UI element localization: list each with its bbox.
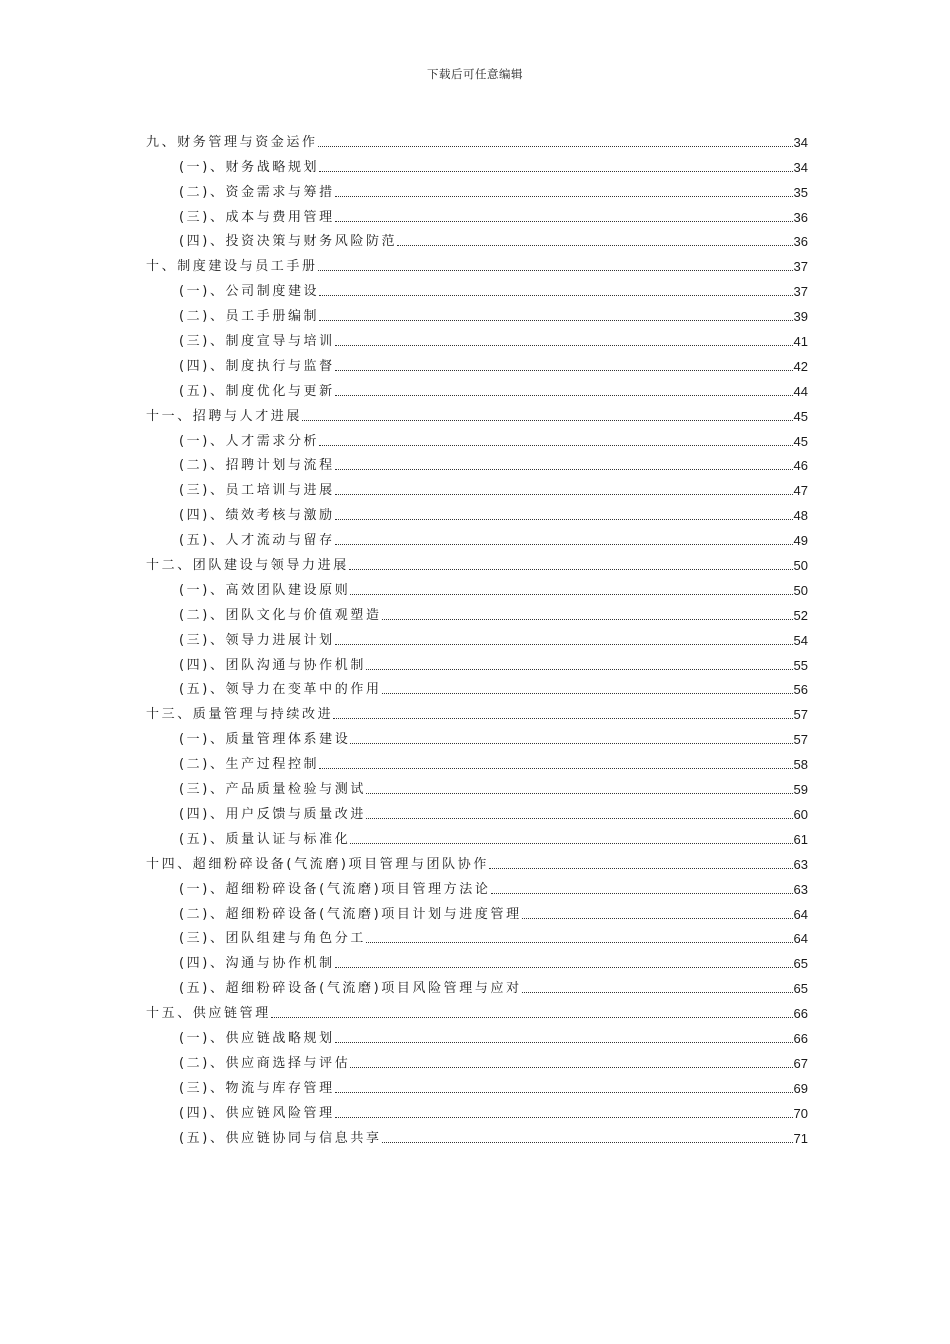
dot-leader bbox=[366, 942, 793, 943]
toc-entry-title: 十五、供应链管理 bbox=[146, 1006, 271, 1022]
toc-entry-title: (一)、人才需求分析 bbox=[179, 433, 320, 449]
dot-leader bbox=[349, 569, 793, 570]
toc-entry-title: (二)、团队文化与价值观塑造 bbox=[179, 607, 382, 623]
toc-entry-page-number: 56 bbox=[793, 682, 808, 698]
toc-entry-page-number: 66 bbox=[793, 1006, 808, 1022]
toc-section-entry[interactable] bbox=[146, 624, 808, 649]
toc-entry-title: (四)、沟通与协作机制 bbox=[179, 956, 335, 972]
dot-leader bbox=[335, 469, 793, 470]
dot-leader bbox=[319, 320, 792, 321]
dot-leader bbox=[335, 1117, 793, 1118]
toc-entry-page-number: 54 bbox=[793, 632, 808, 648]
dot-leader bbox=[335, 1042, 793, 1043]
toc-entry-title: (二)、生产过程控制 bbox=[179, 757, 320, 773]
toc-entry-page-number: 58 bbox=[793, 757, 808, 773]
toc-entry-title: (二)、资金需求与筹措 bbox=[179, 184, 335, 200]
toc-entry-title: (四)、用户反馈与质量改进 bbox=[179, 806, 366, 822]
toc-entry-title: (五)、人才流动与留存 bbox=[179, 533, 335, 549]
toc-entry-page-number: 35 bbox=[793, 184, 808, 200]
toc-section-entry[interactable] bbox=[146, 1072, 808, 1097]
dot-leader bbox=[335, 644, 793, 645]
toc-entry-page-number: 50 bbox=[793, 558, 808, 574]
dot-leader bbox=[382, 619, 793, 620]
toc-entry-title: 十三、质量管理与持续改进 bbox=[146, 707, 334, 723]
dot-leader bbox=[335, 494, 793, 495]
toc-entry-page-number: 63 bbox=[793, 856, 808, 872]
toc-entry-page-number: 42 bbox=[793, 358, 808, 374]
dot-leader bbox=[335, 345, 793, 346]
toc-section-entry[interactable] bbox=[146, 450, 808, 475]
toc-entry-page-number: 63 bbox=[793, 881, 808, 897]
dot-leader bbox=[318, 146, 793, 147]
dot-leader bbox=[489, 868, 793, 869]
toc-entry-page-number: 37 bbox=[793, 284, 808, 300]
dot-leader bbox=[335, 544, 793, 545]
toc-section-entry[interactable] bbox=[146, 300, 808, 325]
toc-entry-page-number: 37 bbox=[793, 259, 808, 275]
toc-entry-title: 十、制度建设与员工手册 bbox=[146, 259, 318, 275]
toc-entry-page-number: 34 bbox=[793, 159, 808, 175]
toc-entry-page-number: 55 bbox=[793, 657, 808, 673]
dot-leader bbox=[333, 718, 792, 719]
dot-leader bbox=[382, 693, 793, 694]
toc-section-entry[interactable] bbox=[146, 325, 808, 350]
toc-entry-title: (一)、公司制度建设 bbox=[179, 284, 320, 300]
dot-leader bbox=[366, 669, 793, 670]
toc-entry-title: (三)、领导力进展计划 bbox=[179, 632, 335, 648]
toc-entry-title: (一)、高效团队建设原则 bbox=[179, 582, 351, 598]
toc-section-entry[interactable] bbox=[146, 923, 808, 948]
toc-section-entry[interactable] bbox=[146, 176, 808, 201]
toc-entry-title: (五)、超细粉碎设备(气流磨)项目风险管理与应对 bbox=[179, 981, 522, 997]
toc-entry-page-number: 70 bbox=[793, 1105, 808, 1121]
toc-section-entry[interactable] bbox=[146, 275, 808, 300]
toc-entry-page-number: 64 bbox=[793, 931, 808, 947]
table-of-contents bbox=[146, 126, 808, 1147]
toc-entry-title: (三)、制度宣导与培训 bbox=[179, 334, 335, 350]
dot-leader bbox=[319, 171, 792, 172]
dot-leader bbox=[397, 245, 792, 246]
dot-leader bbox=[335, 1092, 793, 1093]
toc-entry-page-number: 61 bbox=[793, 831, 808, 847]
toc-section-entry[interactable] bbox=[146, 499, 808, 524]
toc-section-entry[interactable] bbox=[146, 574, 808, 599]
dot-leader bbox=[335, 221, 793, 222]
toc-entry-title: (一)、供应链战略规划 bbox=[179, 1030, 335, 1046]
toc-entry-page-number: 34 bbox=[793, 134, 808, 150]
toc-entry-title: (三)、团队组建与角色分工 bbox=[179, 931, 366, 947]
toc-entry-page-number: 50 bbox=[793, 582, 808, 598]
toc-entry-page-number: 45 bbox=[793, 433, 808, 449]
toc-section-entry[interactable] bbox=[146, 873, 808, 898]
toc-entry-page-number: 48 bbox=[793, 508, 808, 524]
toc-entry-title: (三)、员工培训与进展 bbox=[179, 483, 335, 499]
toc-section-entry[interactable] bbox=[146, 723, 808, 748]
toc-entry-title: 九、财务管理与资金运作 bbox=[146, 134, 318, 150]
toc-section-entry[interactable] bbox=[146, 823, 808, 848]
dot-leader bbox=[271, 1017, 793, 1018]
dot-leader bbox=[522, 918, 793, 919]
toc-entry-page-number: 36 bbox=[793, 234, 808, 250]
toc-entry-title: (一)、财务战略规划 bbox=[179, 159, 320, 175]
toc-chapter-entry[interactable] bbox=[146, 549, 808, 574]
toc-chapter-entry[interactable] bbox=[146, 400, 808, 425]
dot-leader bbox=[350, 743, 792, 744]
toc-entry-page-number: 46 bbox=[793, 458, 808, 474]
toc-chapter-entry[interactable] bbox=[146, 848, 808, 873]
toc-entry-title: (三)、成本与费用管理 bbox=[179, 209, 335, 225]
toc-entry-title: (五)、领导力在变革中的作用 bbox=[179, 682, 382, 698]
toc-entry-title: (二)、供应商选择与评估 bbox=[179, 1055, 351, 1071]
toc-section-entry[interactable] bbox=[146, 798, 808, 823]
toc-entry-page-number: 36 bbox=[793, 209, 808, 225]
toc-entry-title: (五)、制度优化与更新 bbox=[179, 383, 335, 399]
toc-entry-title: (四)、投资决策与财务风险防范 bbox=[179, 234, 398, 250]
toc-entry-page-number: 57 bbox=[793, 732, 808, 748]
toc-entry-title: (五)、供应链协同与信息共享 bbox=[179, 1130, 382, 1146]
dot-leader bbox=[350, 1067, 792, 1068]
dot-leader bbox=[366, 793, 793, 794]
dot-leader bbox=[302, 420, 793, 421]
toc-section-entry[interactable] bbox=[146, 151, 808, 176]
dot-leader bbox=[319, 768, 792, 769]
toc-entry-page-number: 57 bbox=[793, 707, 808, 723]
toc-section-entry[interactable] bbox=[146, 1122, 808, 1147]
toc-chapter-entry[interactable] bbox=[146, 997, 808, 1022]
toc-entry-title: (二)、员工手册编制 bbox=[179, 309, 320, 325]
toc-section-entry[interactable] bbox=[146, 201, 808, 226]
toc-section-entry[interactable] bbox=[146, 599, 808, 624]
toc-entry-title: 十四、超细粉碎设备(气流磨)项目管理与团队协作 bbox=[146, 856, 489, 872]
toc-entry-title: (四)、制度执行与监督 bbox=[179, 358, 335, 374]
toc-chapter-entry[interactable] bbox=[146, 250, 808, 275]
page-header: 下载后可任意编辑 bbox=[427, 67, 523, 81]
toc-entry-page-number: 66 bbox=[793, 1030, 808, 1046]
toc-entry-title: 十二、团队建设与领导力进展 bbox=[146, 558, 349, 574]
toc-section-entry[interactable] bbox=[146, 947, 808, 972]
toc-section-entry[interactable] bbox=[146, 1047, 808, 1072]
toc-entry-title: (三)、物流与库存管理 bbox=[179, 1080, 335, 1096]
toc-entry-title: (一)、超细粉碎设备(气流磨)项目管理方法论 bbox=[179, 881, 491, 897]
toc-entry-page-number: 59 bbox=[793, 782, 808, 798]
toc-entry-page-number: 45 bbox=[793, 408, 808, 424]
toc-entry-page-number: 39 bbox=[793, 309, 808, 325]
toc-section-entry[interactable] bbox=[146, 375, 808, 400]
toc-entry-title: (二)、招聘计划与流程 bbox=[179, 458, 335, 474]
toc-section-entry[interactable] bbox=[146, 773, 808, 798]
toc-entry-page-number: 44 bbox=[793, 383, 808, 399]
toc-section-entry[interactable] bbox=[146, 226, 808, 251]
toc-entry-page-number: 41 bbox=[793, 334, 808, 350]
dot-leader bbox=[335, 519, 793, 520]
toc-section-entry[interactable] bbox=[146, 898, 808, 923]
toc-section-entry[interactable] bbox=[146, 350, 808, 375]
toc-section-entry[interactable] bbox=[146, 649, 808, 674]
toc-entry-title: (一)、质量管理体系建设 bbox=[179, 732, 351, 748]
toc-entry-title: (三)、产品质量检验与测试 bbox=[179, 782, 366, 798]
dot-leader bbox=[335, 370, 793, 371]
toc-section-entry[interactable] bbox=[146, 972, 808, 997]
dot-leader bbox=[335, 395, 793, 396]
toc-entry-page-number: 49 bbox=[793, 533, 808, 549]
dot-leader bbox=[319, 445, 792, 446]
dot-leader bbox=[382, 1142, 793, 1143]
toc-entry-page-number: 69 bbox=[793, 1080, 808, 1096]
toc-entry-page-number: 67 bbox=[793, 1055, 808, 1071]
dot-leader bbox=[335, 967, 793, 968]
toc-section-entry[interactable] bbox=[146, 1022, 808, 1047]
dot-leader bbox=[335, 196, 793, 197]
toc-entry-page-number: 52 bbox=[793, 607, 808, 623]
dot-leader bbox=[522, 992, 793, 993]
dot-leader bbox=[491, 893, 793, 894]
toc-entry-page-number: 60 bbox=[793, 806, 808, 822]
dot-leader bbox=[350, 843, 792, 844]
toc-entry-title: (二)、超细粉碎设备(气流磨)项目计划与进度管理 bbox=[179, 906, 522, 922]
toc-section-entry[interactable] bbox=[146, 524, 808, 549]
toc-section-entry[interactable] bbox=[146, 748, 808, 773]
toc-section-entry[interactable] bbox=[146, 425, 808, 450]
toc-section-entry[interactable] bbox=[146, 1097, 808, 1122]
dot-leader bbox=[366, 818, 793, 819]
toc-section-entry[interactable] bbox=[146, 474, 808, 499]
toc-entry-title: (四)、团队沟通与协作机制 bbox=[179, 657, 366, 673]
toc-entry-page-number: 64 bbox=[793, 906, 808, 922]
toc-section-entry[interactable] bbox=[146, 674, 808, 699]
toc-entry-title: (四)、供应链风险管理 bbox=[179, 1105, 335, 1121]
dot-leader bbox=[318, 270, 793, 271]
toc-entry-page-number: 65 bbox=[793, 956, 808, 972]
toc-entry-title: (五)、质量认证与标准化 bbox=[179, 831, 351, 847]
toc-entry-page-number: 71 bbox=[793, 1130, 808, 1146]
dot-leader bbox=[350, 594, 792, 595]
toc-entry-page-number: 65 bbox=[793, 981, 808, 997]
toc-chapter-entry[interactable] bbox=[146, 698, 808, 723]
toc-entry-title: 十一、招聘与人才进展 bbox=[146, 408, 303, 424]
dot-leader bbox=[319, 295, 792, 296]
toc-entry-page-number: 47 bbox=[793, 483, 808, 499]
toc-entry-title: (四)、绩效考核与激励 bbox=[179, 508, 335, 524]
toc-chapter-entry[interactable] bbox=[146, 126, 808, 151]
